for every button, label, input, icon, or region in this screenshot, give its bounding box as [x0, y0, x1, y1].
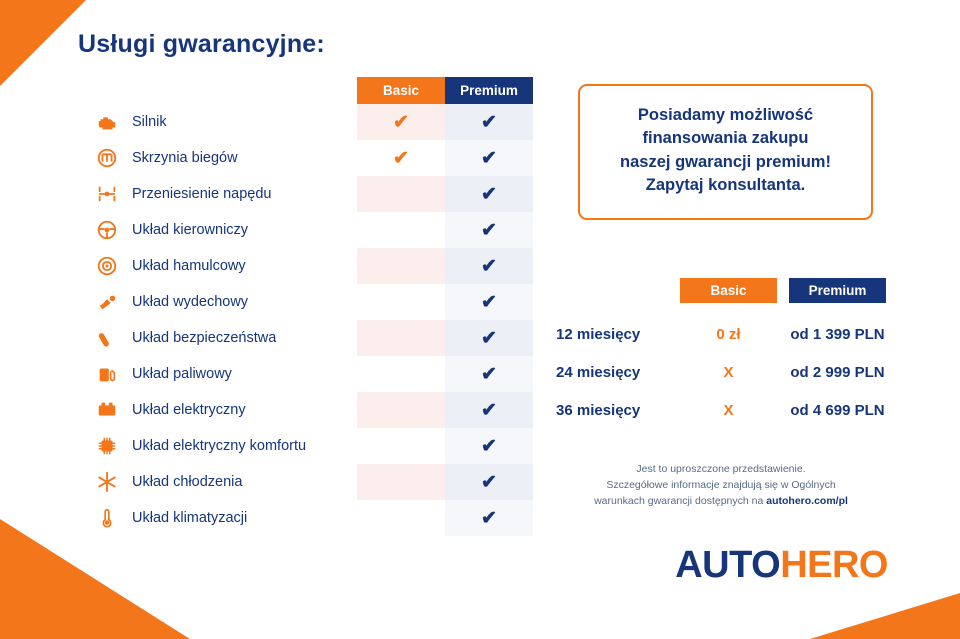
- service-label: Układ chłodzenia: [132, 474, 243, 490]
- page-title: Usługi gwarancyjne:: [78, 30, 325, 58]
- cell-basic: [357, 176, 445, 212]
- pricing-premium-value: od 2 999 PLN: [790, 363, 885, 381]
- table-row: [78, 500, 533, 536]
- cell-premium: ✔: [445, 464, 533, 500]
- cell-basic: [357, 392, 445, 428]
- column-header-basic: Basic: [357, 77, 445, 104]
- drivetrain-icon: [96, 183, 118, 205]
- pricing-basic-value: 0 zł: [716, 325, 741, 343]
- disclaimer-line-2: Szczegółowe informacje znajdują się w Ogólnych: [606, 478, 836, 491]
- service-label: Silnik: [132, 114, 167, 130]
- cell-basic: [357, 284, 445, 320]
- fuel-icon: [96, 363, 118, 385]
- pricing-premium-value: od 4 699 PLN: [790, 401, 885, 419]
- cell-premium: ✔: [445, 176, 533, 212]
- cooling-icon: [96, 471, 118, 493]
- corner-decoration-top-left: [0, 0, 86, 86]
- exhaust-icon: [96, 291, 118, 313]
- website-link[interactable]: autohero.com/pl: [766, 494, 848, 507]
- row-label-cell: [78, 212, 357, 248]
- cell-basic: [357, 212, 445, 248]
- pricing-row: [556, 391, 886, 429]
- table-row: [78, 248, 533, 284]
- cell-premium: ✔: [445, 212, 533, 248]
- service-label: Przeniesienie napędu: [132, 186, 272, 202]
- pricing-basic-value: X: [723, 363, 734, 381]
- disclaimer-line-3-text: warunkach gwarancji dostępnych na: [594, 494, 767, 507]
- pricing-header-basic: Basic: [680, 278, 777, 303]
- cell-premium: ✔: [445, 500, 533, 536]
- autohero-logo: [675, 544, 888, 587]
- cell-premium: ✔: [445, 320, 533, 356]
- table-row: [78, 464, 533, 500]
- row-label-cell: [78, 464, 357, 500]
- disclaimer-line-3: [556, 494, 886, 510]
- safety-icon: [96, 327, 118, 349]
- service-label: Układ kierowniczy: [132, 222, 249, 238]
- cell-basic: [357, 500, 445, 536]
- cell-premium: ✔: [445, 284, 533, 320]
- pricing-table: [556, 278, 886, 429]
- cell-basic: [357, 248, 445, 284]
- table-row: [78, 140, 533, 176]
- service-label: Skrzynia biegów: [132, 150, 238, 166]
- service-label: Układ bezpieczeństwa: [132, 330, 277, 346]
- corner-decoration-bottom-right: [810, 593, 960, 639]
- row-label-cell: [78, 428, 357, 464]
- disclaimer-line-1: Jest to uproszczone przedstawienie.: [636, 463, 806, 475]
- row-label-cell: [78, 500, 357, 536]
- table-row: [78, 356, 533, 392]
- row-label-cell: [78, 356, 357, 392]
- row-label-cell: [78, 104, 357, 140]
- engine-icon: [96, 111, 118, 133]
- aircon-icon: [96, 507, 118, 529]
- pricing-row: [556, 315, 886, 353]
- cell-premium: ✔: [445, 104, 533, 140]
- service-label: Układ paliwowy: [132, 366, 232, 382]
- row-label-cell: [78, 248, 357, 284]
- table-row: [78, 176, 533, 212]
- services-table: [78, 77, 533, 536]
- cell-basic: ✔: [357, 104, 445, 140]
- cell-basic: [357, 464, 445, 500]
- table-row: [78, 320, 533, 356]
- service-label: Układ wydechowy: [132, 294, 249, 310]
- table-row: [78, 428, 533, 464]
- service-label: Układ hamulcowy: [132, 258, 246, 274]
- cell-premium: ✔: [445, 392, 533, 428]
- promo-line-1: Posiadamy możliwość: [637, 106, 814, 124]
- cell-premium: ✔: [445, 428, 533, 464]
- table-row: [78, 212, 533, 248]
- cell-basic: ✔: [357, 140, 445, 176]
- row-label-cell: [78, 176, 357, 212]
- row-label-cell: [78, 392, 357, 428]
- logo-part-hero: HERO: [780, 544, 888, 586]
- column-header-premium: Premium: [445, 77, 533, 104]
- pricing-table-header: [556, 278, 886, 303]
- pricing-term: 24 miesięcy: [556, 363, 641, 381]
- promo-line-4: Zapytaj konsultanta.: [645, 176, 806, 195]
- pricing-row: [556, 353, 886, 391]
- pricing-header-premium: Premium: [789, 278, 886, 303]
- warranty-services-panel: [78, 30, 538, 536]
- logo-part-auto: AUTO: [675, 544, 781, 586]
- disclaimer: [556, 462, 886, 509]
- cell-premium: ✔: [445, 140, 533, 176]
- service-label: Układ klimatyzacji: [132, 510, 248, 526]
- brake-icon: [96, 255, 118, 277]
- pricing-basic-value: X: [723, 401, 734, 419]
- cell-basic: [357, 356, 445, 392]
- row-label-cell: [78, 140, 357, 176]
- table-row: [78, 284, 533, 320]
- pricing-term: 12 miesięcy: [556, 325, 641, 343]
- promo-line-2: finansowania zakupu: [642, 129, 809, 148]
- pricing-premium-value: od 1 399 PLN: [790, 325, 885, 343]
- promo-line-3: naszej gwarancji premium!: [620, 152, 831, 171]
- cell-basic: [357, 428, 445, 464]
- cell-premium: ✔: [445, 356, 533, 392]
- table-row: [78, 392, 533, 428]
- row-label-cell: [78, 320, 357, 356]
- services-table-header: [78, 77, 533, 104]
- comfort-electronics-icon: [96, 435, 118, 457]
- cell-basic: [357, 320, 445, 356]
- gearbox-icon: [96, 147, 118, 169]
- cell-premium: ✔: [445, 248, 533, 284]
- service-label: Układ elektryczny: [132, 402, 246, 418]
- electrical-icon: [96, 399, 118, 421]
- row-label-cell: [78, 284, 357, 320]
- table-row: [78, 104, 533, 140]
- financing-promo-box: [578, 84, 873, 220]
- pricing-term: 36 miesięcy: [556, 401, 641, 419]
- corner-decoration-bottom-left: [0, 519, 190, 639]
- steering-icon: [96, 219, 118, 241]
- service-label: Układ elektryczny komfortu: [132, 438, 307, 454]
